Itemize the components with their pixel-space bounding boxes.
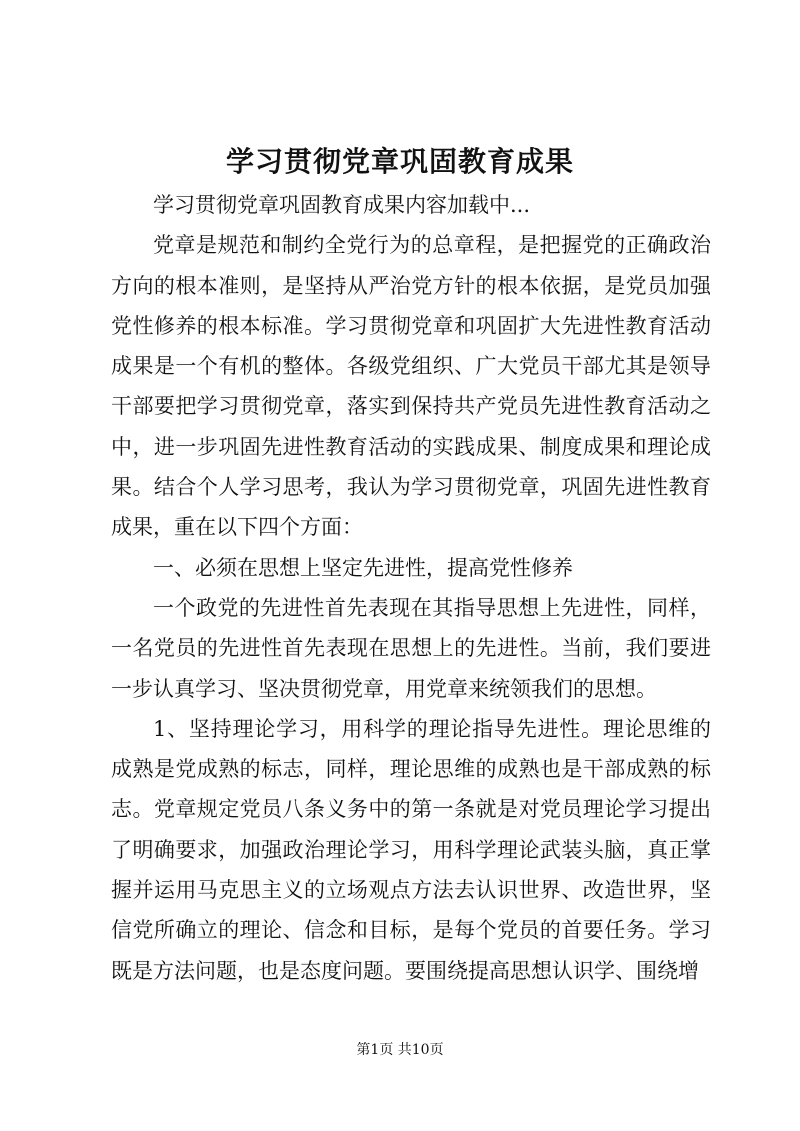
paragraph-loading-notice: 学习贯彻党章巩固教育成果内容加载中... [153, 193, 531, 217]
document-body [111, 185, 711, 991]
paragraph-intro: 党章是规范和制约全党行为的总章程，是把握党的正确政治方向的根本准则，是坚持从严治党方针的根本依据，是党员加强党性修养的根本标准。学习贯彻党章和巩固扩大先进性教育活动成果是一个有机的整体。各级党组织、广大党员干部尤其是领导干部要把学习贯彻党章，落实到保持共产党员先进性教育活动之中，进一步巩固先进性教育活动的实践成果、制度成果和理论成果。结合个人学习思考，我认为学习贯彻党章，巩固先进性教育成果，重在以下四个方面： [111, 233, 711, 540]
paragraph-item-1: 1、坚持理论学习，用科学的理论指导先进性。理论思维的成熟是党成熟的标志，同样，理论思维的成熟也是干部成熟的标志。党章规定党员八条义务中的第一条就是对党员理论学习提出了明确要求，加强政治理论学习，用科学理论武装头脑，真正掌握并运用马克思主义的立场观点方法去认识世界、改造世界，坚信党所确立的理论、信念和目标，是每个党员的首要任务。学习既是方法问题，也是态度问题。要围绕提高思想认识学、围绕增 [111, 716, 711, 983]
document-title: 学习贯彻党章巩固教育成果 [225, 145, 574, 178]
paragraph-section-1: 一个政党的先进性首先表现在其指导思想上先进性，同样，一名党员的先进性首先表现在思想上的先进性。当前，我们要进一步认真学习、坚决贯彻党章，用党章来统领我们的思想。 [111, 595, 711, 701]
page-footer: 第1页 共10页 [356, 1042, 444, 1058]
section-heading-1: 一、必须在思想上坚定先进性，提高党性修养 [153, 555, 573, 580]
